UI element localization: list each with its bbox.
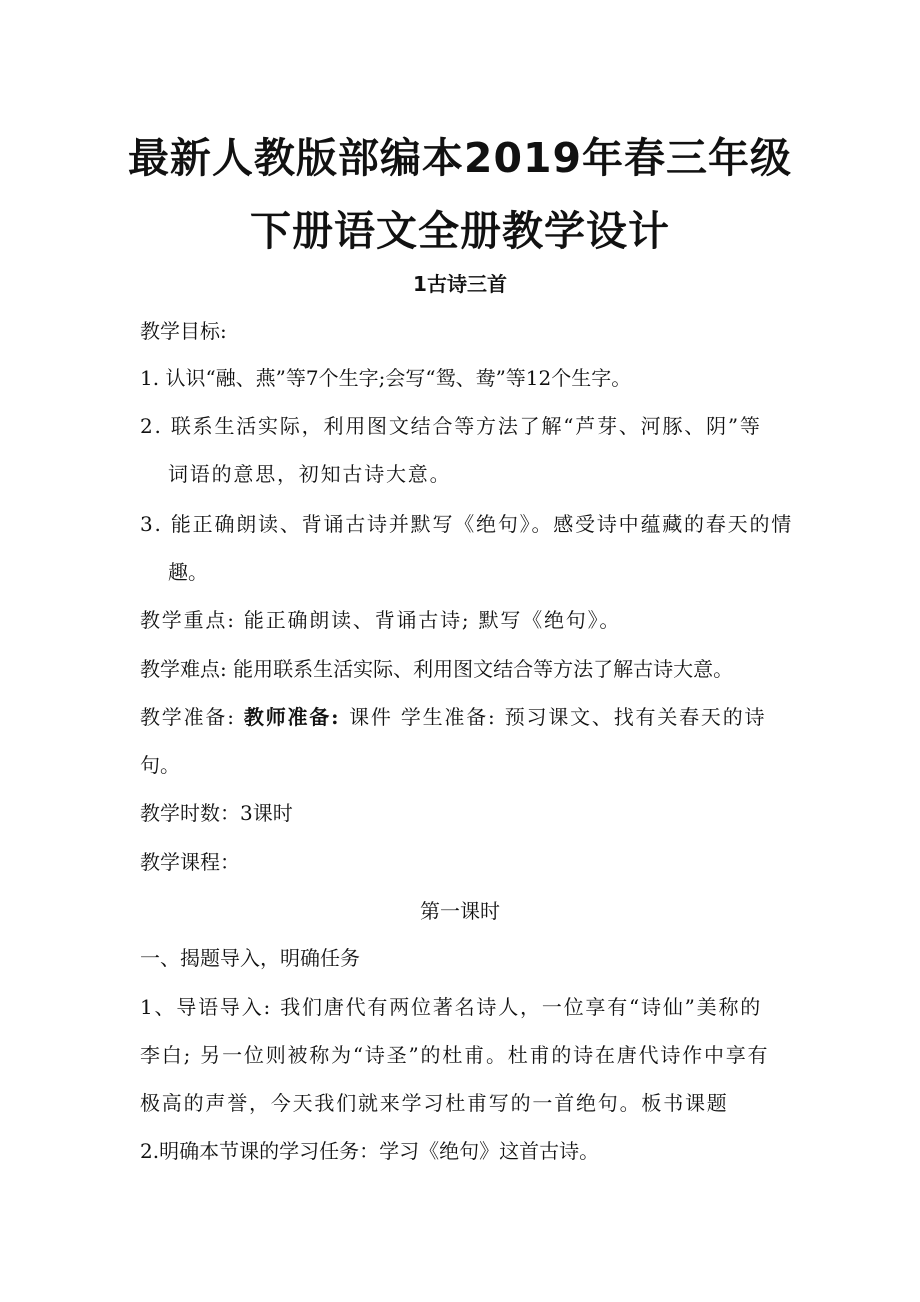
preparation-rest: 课件 学生准备: 预习课文、找有关春天的诗 — [349, 705, 767, 729]
objectives-heading: 教学目标: — [140, 319, 227, 343]
key-points: 教学重点: 能正确朗读、背诵古诗; 默写《绝句》。 — [140, 608, 622, 632]
section-1-heading: 一、揭题导入，明确任务 — [140, 946, 360, 970]
preparation-line-2: 句。 — [140, 753, 180, 777]
document-title-line-1: 最新人教版部编本2019年春三年级 — [127, 134, 793, 182]
objective-3-line-1: 3. 能正确朗读、背诵古诗并默写《绝句》。感受诗中蕴藏的春天的情 — [140, 512, 794, 536]
objective-3-line-2: 趣。 — [168, 560, 208, 584]
preparation-line-1 — [140, 703, 766, 731]
lesson-title: 1古诗三首 — [413, 272, 507, 296]
period-heading: 第一课时 — [420, 899, 500, 923]
document-title-line-2: 下册语文全册教学设计 — [250, 207, 670, 255]
task-line: 2.明确本节课的学习任务：学习《绝句》这首古诗。 — [140, 1139, 600, 1163]
intro-line-1: 1、导语导入: 我们唐代有两位著名诗人，一位享有“诗仙”美称的 — [140, 995, 763, 1019]
objective-2-line-2: 词语的意思，初知古诗大意。 — [168, 462, 452, 486]
preparation-label: 教学准备: — [140, 705, 244, 729]
difficulties: 教学难点: 能用联系生活实际、利用图文结合等方法了解古诗大意。 — [140, 657, 734, 681]
intro-line-2: 李白; 另一位则被称为“诗圣”的杜甫。杜甫的诗在唐代诗作中享有 — [140, 1043, 770, 1067]
teaching-process: 教学课程： — [140, 850, 240, 874]
objective-1: 1. 认识“融、燕”等7个生字;会写“鸳、鸯”等12个生字。 — [140, 366, 632, 390]
teaching-hours: 教学时数：3课时 — [140, 801, 293, 825]
objective-2-line-1: 2. 联系生活实际，利用图文结合等方法了解“芦芽、河豚、阴”等 — [140, 414, 762, 438]
intro-line-3: 极高的声誉，今天我们就来学习杜甫写的一首绝句。板书课题 — [140, 1091, 729, 1115]
preparation-teacher: 教师准备: — [243, 705, 350, 729]
